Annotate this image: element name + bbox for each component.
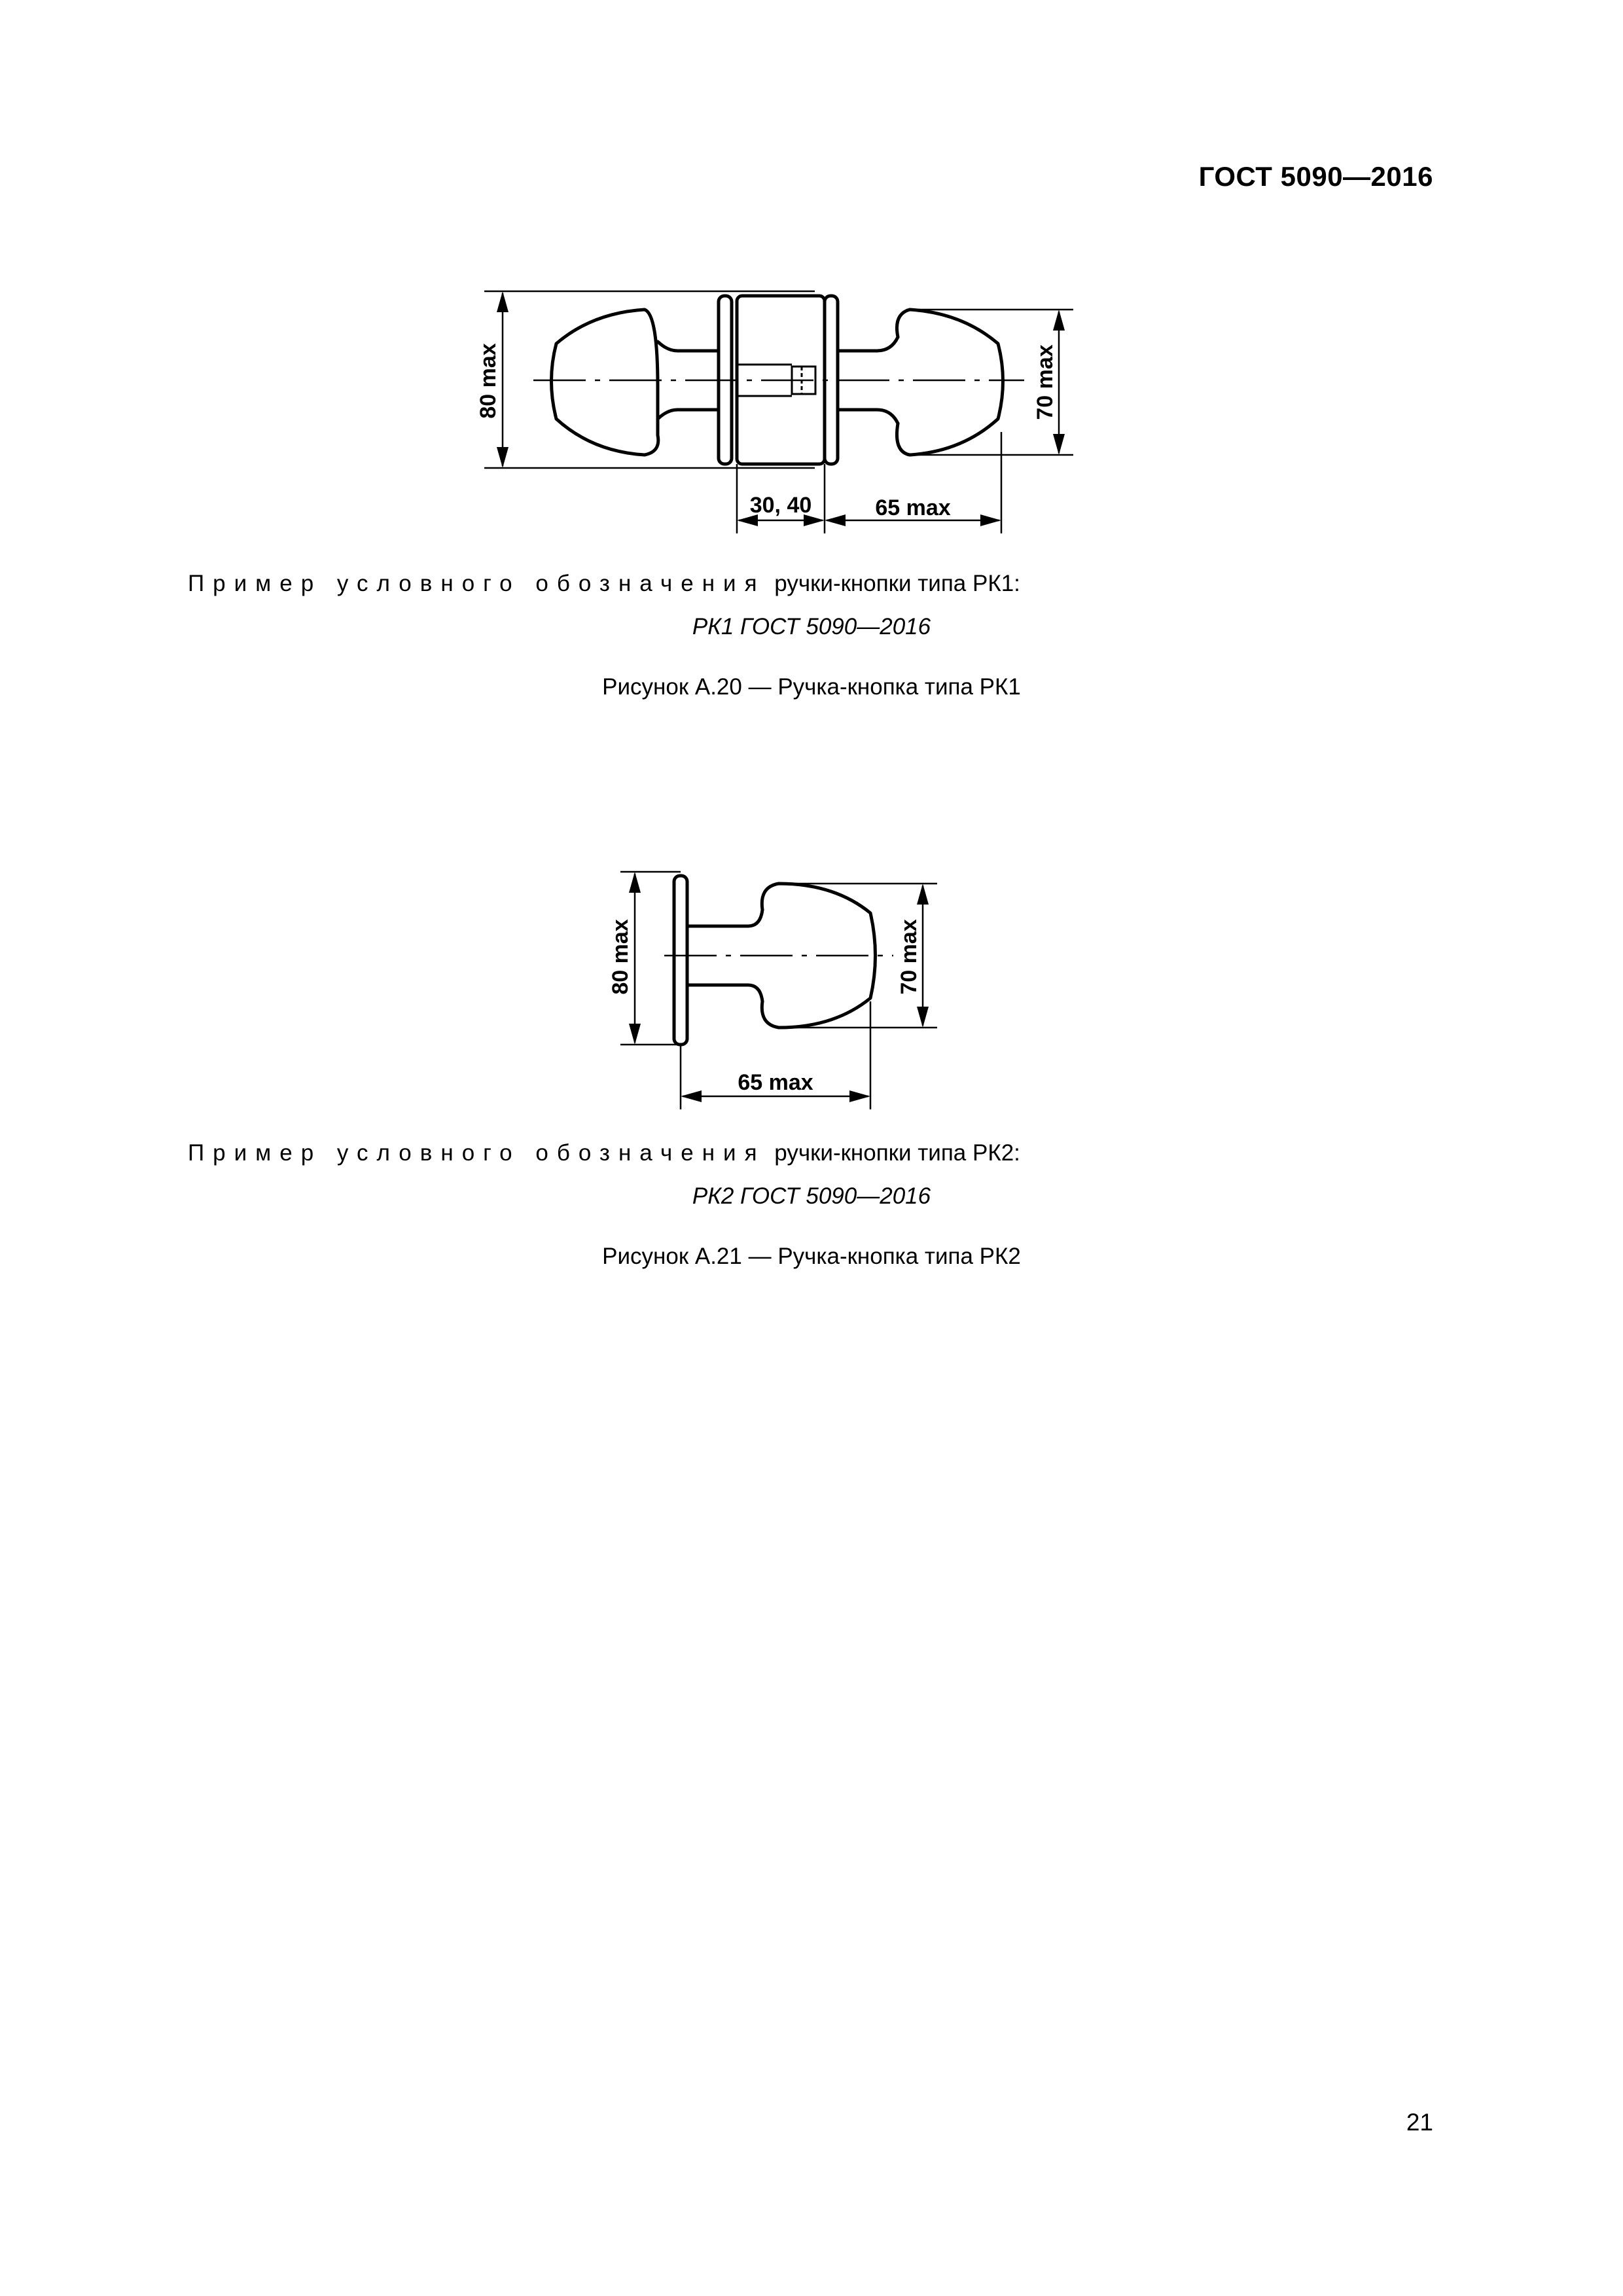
rk1-designation: РК1 ГОСТ 5090—2016	[692, 614, 931, 639]
rk2-example-lead: Пример условного обозначения	[188, 1140, 766, 1166]
page-number: 21	[1406, 2109, 1433, 2136]
rk1-example-text: ручки-кнопки типа РК1:	[774, 571, 1020, 596]
document-header: ГОСТ 5090—2016	[1198, 161, 1433, 192]
rk1-dim-knob-height: 70 max	[1033, 344, 1058, 420]
rk1-dim-door-thickness: 30, 40	[749, 493, 812, 518]
figure-rk1-drawing	[0, 262, 1623, 537]
rk2-outline	[674, 876, 876, 1045]
rk1-dim-height: 80 max	[476, 343, 501, 419]
rk2-dim-height: 80 max	[608, 919, 633, 995]
rk1-dim-length: 65 max	[875, 495, 951, 520]
rk1-figure-caption: Рисунок А.20 — Ручка-кнопка типа РК1	[602, 674, 1021, 700]
rk2-dim-length: 65 max	[738, 1070, 813, 1095]
rk2-dim-knob-height: 70 max	[897, 919, 921, 995]
rk1-example-line	[188, 571, 1020, 597]
rk2-designation: РК2 ГОСТ 5090—2016	[692, 1183, 931, 1209]
rk2-technical-drawing	[0, 851, 1623, 1113]
rk2-figure-caption: Рисунок А.21 — Ручка-кнопка типа РК2	[602, 1244, 1021, 1269]
rk2-example-text: ручки-кнопки типа РК2:	[774, 1140, 1020, 1166]
rk1-technical-drawing	[0, 262, 1623, 537]
rk2-example-line	[188, 1140, 1020, 1166]
figure-rk2-drawing	[0, 851, 1623, 1113]
rk1-example-lead: Пример условного обозначения	[188, 571, 766, 596]
